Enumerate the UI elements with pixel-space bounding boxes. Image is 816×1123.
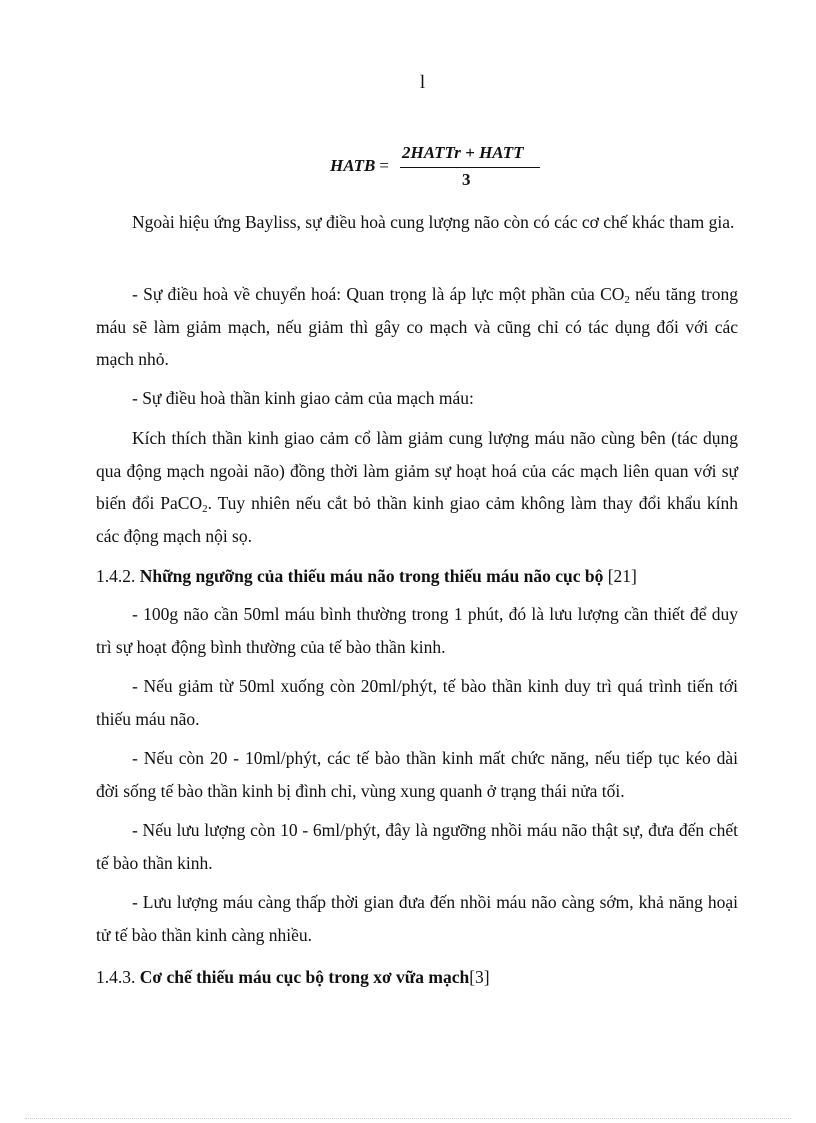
paragraph-sympathetic-b: . Tuy nhiên nếu cắt bỏ thần kinh giao cảm không làm thay đổi khẩu kính các động mạch nội sọ. [96,493,738,546]
formula-lhs-var: HATB [330,156,376,175]
page-number: l [419,72,426,93]
paragraph-bayliss: Ngoài hiệu ứng Bayliss, sự điều hoà cung lượng não còn có các cơ chế khác tham gia. [132,212,735,232]
heading-number: 1.4.2. [96,566,136,586]
paragraph-metabolic-b: nếu tăng trong máu sẽ làm giảm mạch, nếu giảm thì gây co mạch và cũng chỉ có tác dụng đối với các mạch nhỏ. [96,284,738,369]
paragraph-metabolic-a: - Sự điều hoà về chuyển hoá: Quan trọng là áp lực một phần của CO [132,284,625,304]
paragraph-threshold-6ml: - Nếu lưu lượng còn 10 - 6ml/phýt, đây là ngưỡng nhồi máu não thật sự, đưa đến chết tế bào thần kinh. [96,820,738,873]
page-bottom-rule [25,1118,791,1119]
formula-lhs [330,156,389,176]
paragraph-sympathetic-a: Kích thích thần kinh giao cảm cổ làm giảm cung lượng máu não cùng bên (tác dụng qua động mạch ngoài não) đồng thời làm giảm sự hoạt hoá của các mạch liên quan với sự biến đổi PaCO [96,428,738,513]
paragraph-threshold-10ml: - Nếu còn 20 - 10ml/phýt, các tế bào thần kinh mất chức năng, nếu tiếp tục kéo dài đời sống tế bào thần kinh bị đình chỉ, vùng xung quanh ở trạng thái nửa tối. [96,748,738,801]
paragraph-sympathetic [96,422,738,552]
paragraph-threshold-100g: - 100g não cần 50ml máu bình thường trong 1 phút, đó là lưu lượng cần thiết để duy trì sự hoạt động bình thường của tế bào thần kinh. [96,604,738,657]
co2-subscript: 2 [624,294,630,306]
paragraph-flow-time: - Lưu lượng máu càng thấp thời gian đưa đến nhồi máu não càng sớm, khả năng hoại tử tế bào thần kinh càng nhiều. [96,892,738,945]
hatb-formula [330,143,570,193]
section-heading-1-4-2 [96,560,738,593]
fraction-bar [400,167,540,168]
heading-title: Những ngưỡng của thiếu máu não trong thiếu máu não cục bộ [139,566,604,586]
heading-number: 1.4.3. [96,967,136,987]
paragraph-sympathetic-title: - Sự điều hoà thần kinh giao cảm của mạch máu: [132,388,474,408]
section-heading-1-4-3 [96,961,738,994]
heading-reference: [21] [607,566,637,586]
paragraph-threshold-20ml: - Nếu giảm từ 50ml xuống còn 20ml/phýt, tế bào thần kinh duy trì quá trình tiến tới thiếu máu não. [96,676,738,729]
formula-numerator: 2HATTr + HATT [402,143,524,162]
paragraph-metabolic [96,278,738,376]
formula-denominator: 3 [462,170,471,189]
paco2-subscript: 2 [202,503,208,515]
heading-title: Cơ chế thiếu máu cục bộ trong xơ vữa mạch [139,967,470,987]
formula-equals: = [379,156,389,175]
heading-reference: [3] [469,967,490,987]
